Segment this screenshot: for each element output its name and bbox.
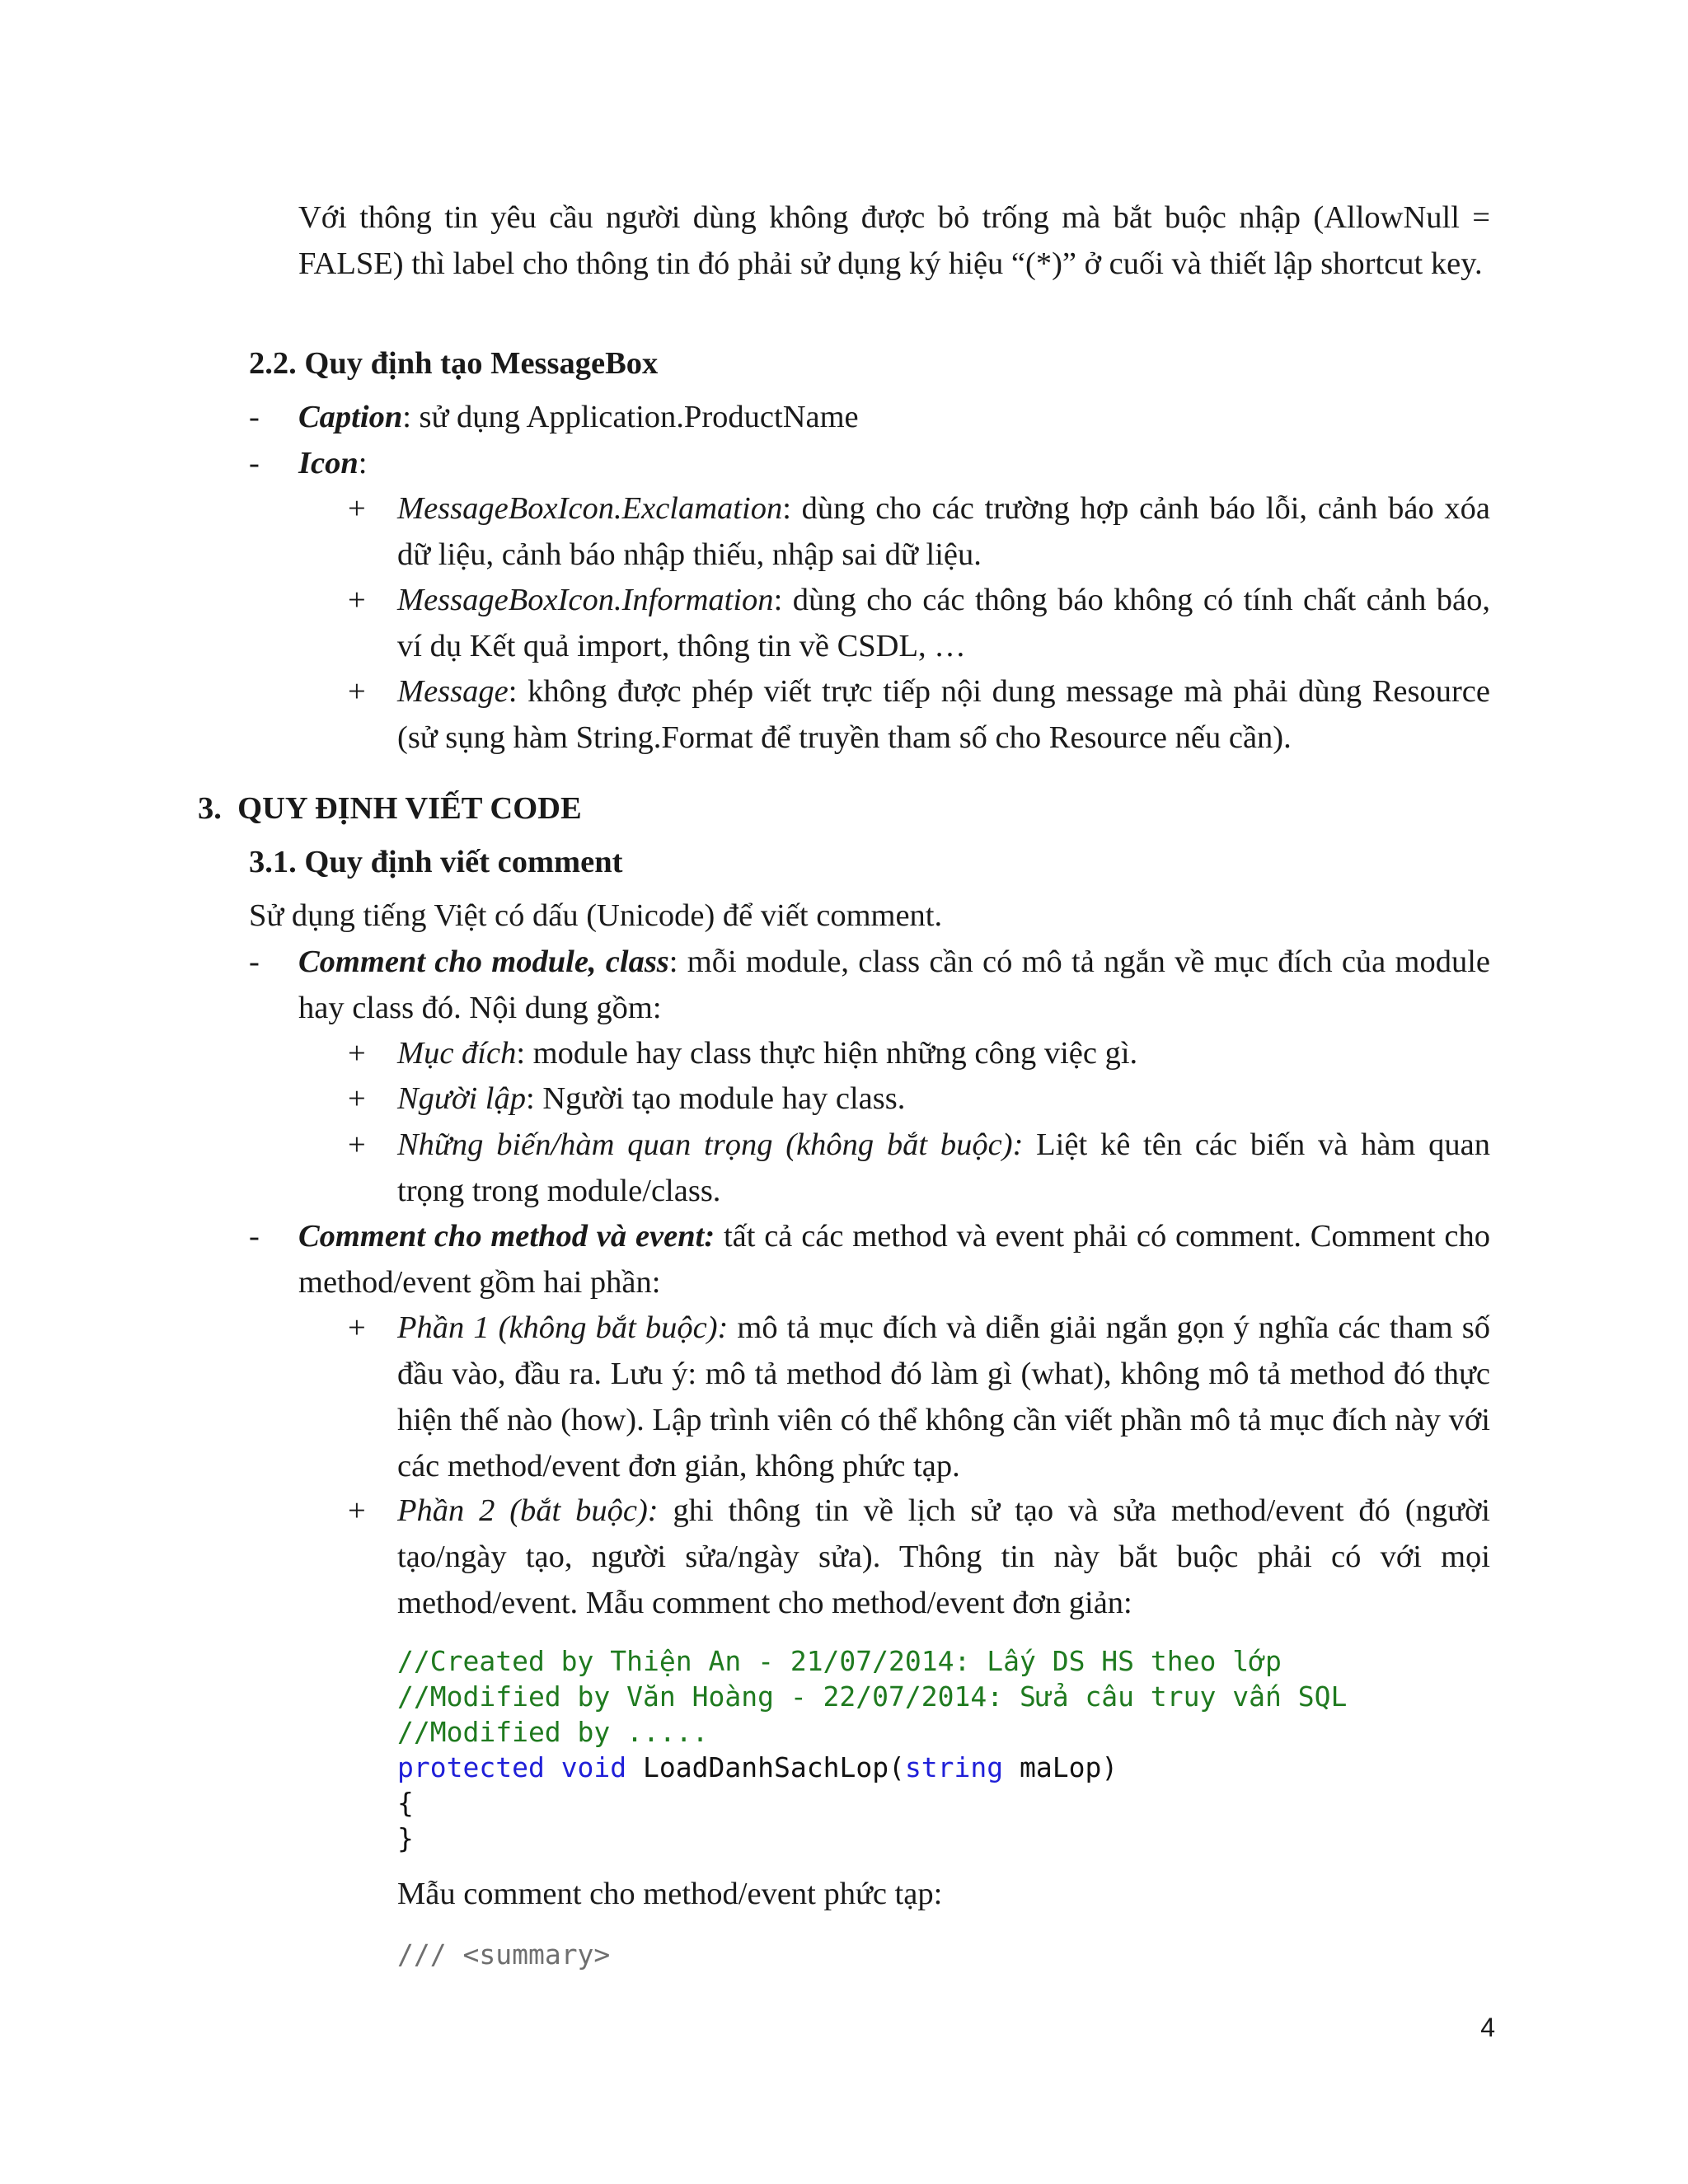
code-summary-tag: <summary> <box>462 1938 611 1971</box>
comment-intro: Sử dụng tiếng Việt có dấu (Unicode) để viết comment. <box>249 898 943 933</box>
code-method-name: LoadDanhSachLop( <box>643 1751 905 1783</box>
information-item <box>397 577 1490 669</box>
code-comment-line: //Created by Thiện An - 21/07/2014: Lấy DS HS theo lớp <box>397 1645 1282 1677</box>
method-comment-label: Comment cho method và event: <box>298 1219 715 1254</box>
complex-comment-label: Mẫu comment cho method/event phức tạp: <box>397 1877 943 1911</box>
method-comment-item <box>298 1213 1490 1305</box>
part1-label: Phần 1 (không bắt buộc): <box>397 1310 729 1345</box>
plus-bullet: + <box>348 1310 366 1345</box>
part1-text: mô tả mục đích và diễn giải ngắn gọn ý nghĩa các tham số đầu vào, đầu ra. Lưu ý: mô tả method đó làm gì (what), không mô tả method đó thực hiện thế nào (how). Lập trình viên có thể không cần viết phần mô tả mục đích này với các method/event đơn giản, không phức tạp. <box>397 1310 1490 1483</box>
code-signature-line <box>397 1750 1347 1785</box>
part2-label: Phần 2 (bắt buộc): <box>397 1493 659 1528</box>
section-3-1-heading: 3.1. Quy định viết comment <box>249 845 623 879</box>
caption-label: Caption <box>298 400 403 434</box>
module-comment-label: Comment cho module, class <box>298 944 669 979</box>
message-item <box>397 668 1490 761</box>
code-sample-complex <box>397 1937 610 1972</box>
dash-bullet: - <box>249 400 260 434</box>
author-item <box>397 1076 905 1122</box>
code-comment-line: //Modified by Văn Hoàng - 22/07/2014: Sửa câu truy vấn SQL <box>397 1680 1348 1713</box>
code-sample-simple <box>397 1643 1347 1856</box>
plus-bullet: + <box>348 1036 366 1071</box>
plus-bullet: + <box>348 1493 366 1528</box>
code-keyword: void <box>560 1751 627 1783</box>
plus-bullet: + <box>348 491 366 526</box>
dash-bullet: - <box>249 944 260 979</box>
information-label: MessageBoxIcon.Information <box>397 583 774 617</box>
dash-bullet: - <box>249 1219 260 1254</box>
purpose-item <box>397 1030 1137 1076</box>
caption-text: : sử dụng Application.ProductName <box>402 400 859 434</box>
code-comment-line: //Modified by ..... <box>397 1716 709 1748</box>
plus-bullet: + <box>348 674 366 709</box>
part1-item <box>397 1305 1490 1489</box>
code-close-brace: } <box>397 1822 414 1854</box>
intro-paragraph: Với thông tin yêu cầu người dùng không được bỏ trống mà bắt buộc nhập (AllowNull = FALSE) thì label cho thông tin đó phải sử dụng ký hiệu “(*)” ở cuối và thiết lập shortcut key. <box>298 200 1490 281</box>
code-keyword: string <box>904 1751 1004 1783</box>
important-vars-label: Những biến/hàm quan trọng (không bắt buộc): <box>397 1127 1024 1162</box>
exclamation-text: : dùng cho các trường hợp cảnh báo lỗi, cảnh báo xóa dữ liệu, cảnh báo nhập thiếu, nhập sai dữ liệu. <box>397 491 1490 572</box>
purpose-label: Mục đích <box>397 1036 517 1071</box>
code-open-brace: { <box>397 1787 414 1819</box>
icon-item <box>298 440 367 486</box>
purpose-text: : module hay class thực hiện những công việc gì. <box>516 1036 1138 1071</box>
code-summary-line <box>397 1937 610 1972</box>
code-keyword: protected <box>397 1751 545 1783</box>
module-comment-item <box>298 939 1490 1031</box>
module-comment-text: : mỗi module, class cần có mô tả ngắn về mục đích của module hay class đó. Nội dung gồm: <box>298 944 1490 1025</box>
plus-bullet: + <box>348 583 366 617</box>
part2-item <box>397 1488 1490 1626</box>
author-text: : Người tạo module hay class. <box>526 1081 906 1116</box>
code-doc-slashes: /// <box>397 1938 447 1971</box>
caption-item <box>298 394 859 440</box>
important-vars-text: Liệt kê tên các biến và hàm quan trọng trong module/class. <box>397 1127 1490 1208</box>
message-label: Message <box>397 674 509 709</box>
method-comment-text: tất cả các method và event phải có comment. Comment cho method/event gồm hai phần: <box>298 1219 1490 1300</box>
icon-label: Icon <box>298 446 359 480</box>
plus-bullet: + <box>348 1081 366 1116</box>
part2-text: ghi thông tin về lịch sử tạo và sửa method/event đó (người tạo/ngày tạo, người sửa/ngày sửa). Thông tin này bắt buộc phải có với mọi method/event. Mẫu comment cho method/event đơn giản: <box>397 1493 1491 1620</box>
icon-colon: : <box>358 446 368 480</box>
dash-bullet: - <box>249 446 260 480</box>
exclamation-item <box>397 485 1490 578</box>
important-vars-item <box>397 1122 1490 1214</box>
plus-bullet: + <box>348 1127 366 1162</box>
section-3-heading: 3. QUY ĐỊNH VIẾT CODE <box>198 791 582 826</box>
code-param: maLop) <box>1020 1751 1118 1783</box>
author-label: Người lập <box>397 1081 526 1116</box>
information-text: : dùng cho các thông báo không có tính chất cảnh báo, ví dụ Kết quả import, thông tin về CSDL, … <box>397 583 1490 663</box>
section-2-2-heading: 2.2. Quy định tạo MessageBox <box>249 346 659 381</box>
message-text: : không được phép viết trực tiếp nội dung message mà phải dùng Resource (sử sụng hàm String.Format để truyền tham số cho Resource nếu cần). <box>397 674 1490 755</box>
exclamation-label: MessageBoxIcon.Exclamation <box>397 491 783 526</box>
page-number: 4 <box>1480 2013 1495 2042</box>
